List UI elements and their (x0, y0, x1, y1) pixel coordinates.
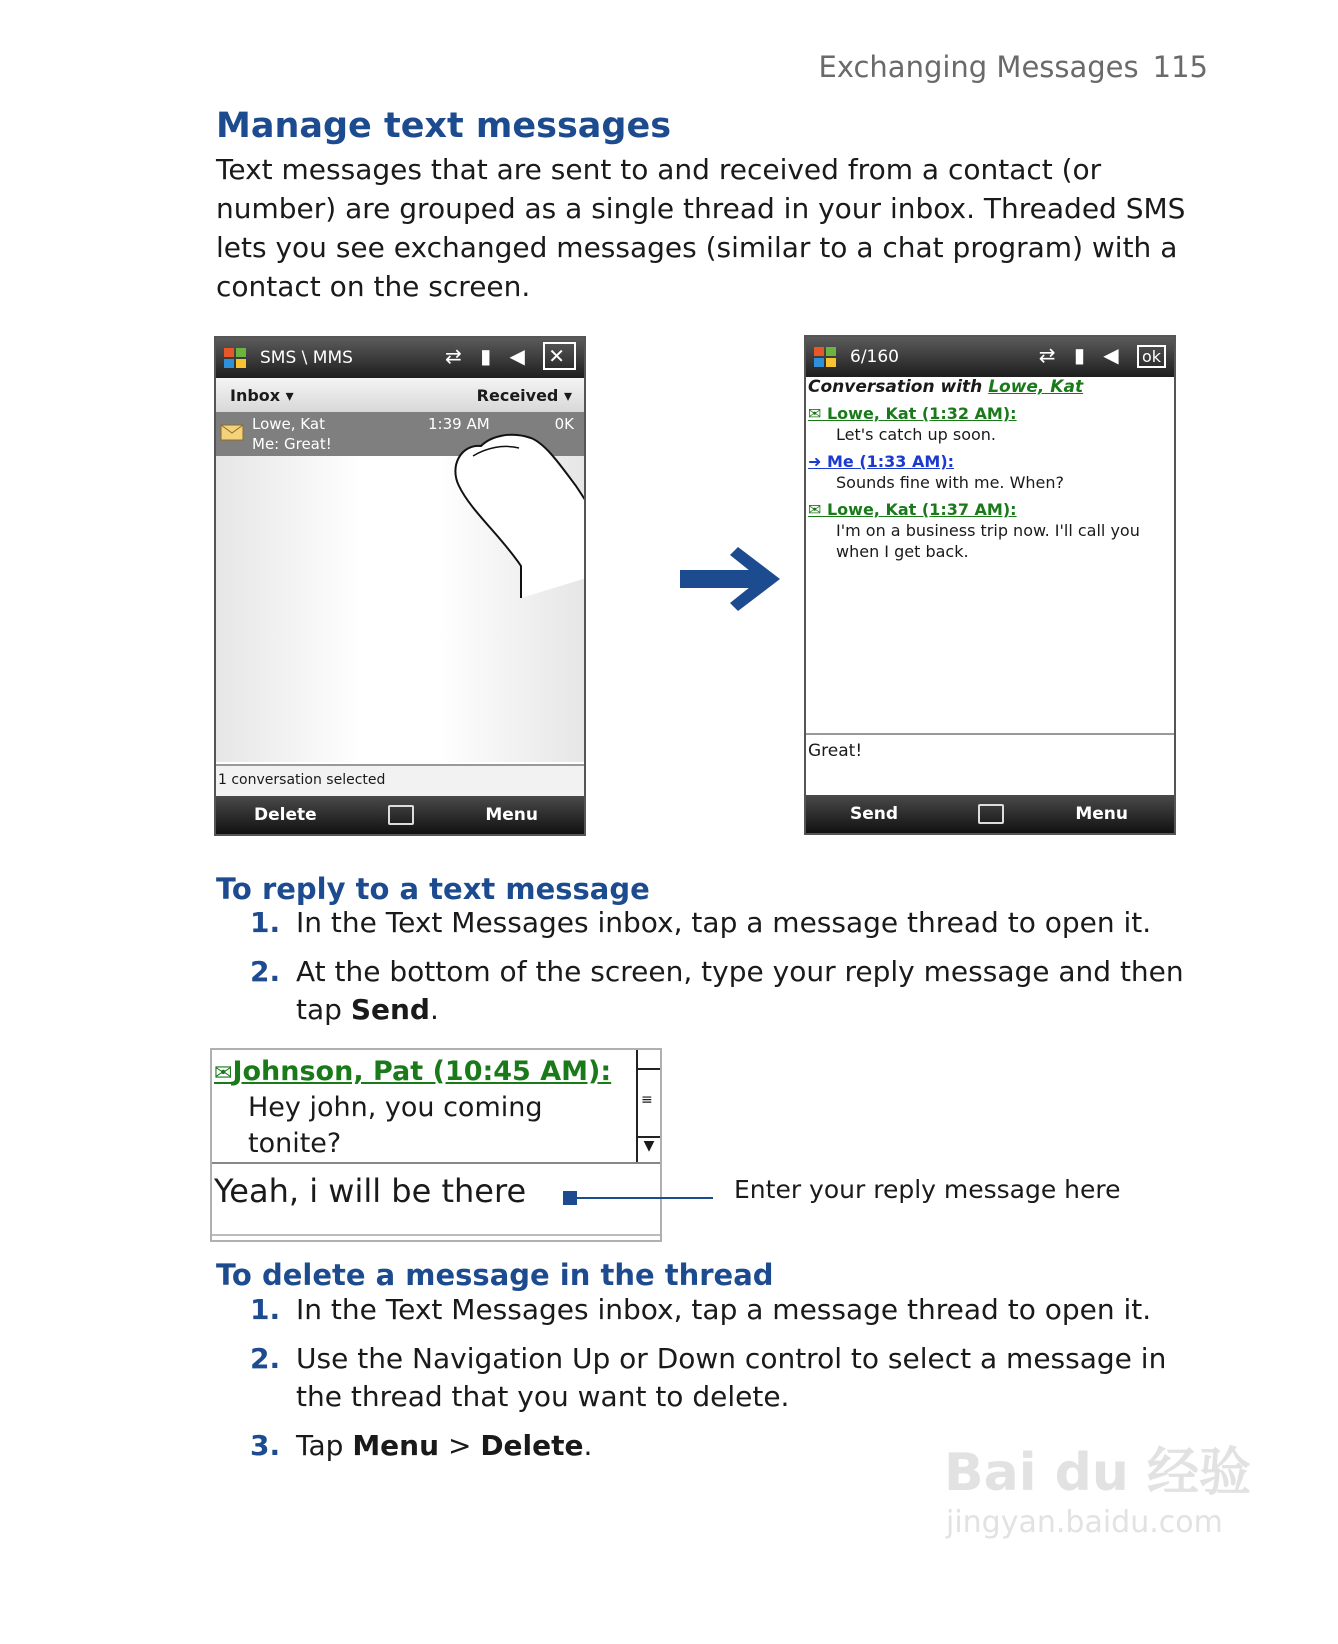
right-arrow-icon (680, 545, 785, 615)
page-title: Manage text messages (216, 106, 672, 146)
keyboard-icon[interactable] (978, 804, 1004, 824)
message-list (808, 403, 1168, 562)
folder-dropdown[interactable]: Inbox ▾ (230, 386, 294, 405)
status-icons: ⇄ ▮ ◀ ok (1039, 343, 1166, 367)
delete-heading: To delete a message in the thread (216, 1258, 774, 1292)
finger-tap-illustration (451, 426, 586, 598)
message-text: Hey john, you coming tonite? (248, 1092, 543, 1159)
title-bar (806, 337, 1174, 377)
scroll-down-icon[interactable]: ▼ (638, 1136, 660, 1162)
status-text: 1 conversation selected (218, 772, 386, 788)
scrollbar[interactable] (636, 1050, 660, 1162)
sender-link[interactable]: ✉ Lowe, Kat (1:37 AM): (808, 500, 1017, 519)
message-text: Sounds fine with me. When? (836, 473, 1065, 492)
watermark-brand: Bai du 经验 (944, 1443, 1251, 1503)
sort-dropdown[interactable]: Received ▾ (476, 386, 572, 405)
keyboard-icon[interactable] (388, 805, 414, 825)
typed-text: Yeah, i will be there (214, 1172, 527, 1210)
inbox-screenshot (214, 336, 586, 836)
delete-soft-key[interactable]: Delete (254, 805, 317, 825)
sender-link[interactable]: ✉Johnson, Pat (10:45 AM): (214, 1056, 612, 1087)
delete-step-2: 2. Use the Navigation Up or Down control to select a message in the thread that you want to delete. (250, 1342, 1167, 1413)
menu-soft-key[interactable]: Menu (1075, 804, 1128, 824)
windows-logo-icon (812, 344, 838, 370)
volume-icon: ◀ (1103, 343, 1125, 367)
watermark (944, 1430, 1251, 1540)
reply-step-1: 1. In the Text Messages inbox, tap a message thread to open it. (250, 906, 1152, 939)
delete-step-3: 3. Tap Menu > Delete. (250, 1429, 593, 1462)
conversation-screenshot (804, 335, 1176, 835)
send-soft-key[interactable]: Send (850, 804, 899, 824)
running-header (819, 50, 1209, 84)
windows-logo-icon (222, 345, 248, 371)
ok-button[interactable]: ok (1137, 345, 1166, 368)
reply-example-box (210, 1048, 662, 1242)
reply-input[interactable]: Great! (806, 733, 1174, 795)
signal-icon: ▮ (480, 344, 498, 368)
conversation-heading: Conversation with Lowe, Kat (808, 377, 1084, 397)
intro-paragraph: Text messages that are sent to and received from a contact (or number) are grouped as a single thread in your inbox. Threaded SMS lets you see exchanged messages (similar to a chat program) with a contact on the screen. (216, 153, 1186, 303)
soft-key-bar (806, 795, 1174, 833)
list-header (216, 378, 584, 413)
reply-heading: To reply to a text message (216, 872, 650, 906)
message-item (808, 499, 1168, 562)
callout-line (565, 1197, 713, 1199)
watermark-url: jingyan.baidu.com (946, 1505, 1223, 1540)
sender-link[interactable]: ➜ Me (1:33 AM): (808, 452, 955, 471)
thread-name: Lowe, Kat (252, 415, 325, 433)
page-number: 115 (1152, 50, 1208, 84)
app-title: SMS \ MMS (260, 348, 353, 368)
message-text: I'm on a business trip now. I'll call you when I get back. (836, 521, 1140, 561)
status-bar (216, 764, 584, 796)
thread-time: 1:39 AM (428, 415, 490, 433)
volume-icon: ◀ (509, 344, 531, 368)
reply-input[interactable] (212, 1162, 660, 1236)
section-title: Exchanging Messages (818, 50, 1139, 84)
status-icons: ⇄ ▮ ◀ ✕ (445, 344, 576, 368)
envelope-icon: ✉ (214, 1061, 233, 1086)
signal-icon: ▮ (1073, 343, 1091, 367)
soft-key-bar (216, 796, 584, 834)
thread-size: 0K (554, 415, 574, 433)
title-bar (216, 338, 584, 378)
thread-preview: Me: Great! (252, 435, 332, 453)
delete-step-1: 1. In the Text Messages inbox, tap a message thread to open it. (250, 1293, 1152, 1326)
message-pane (212, 1050, 636, 1162)
menu-soft-key[interactable]: Menu (485, 805, 538, 825)
close-icon[interactable]: ✕ (543, 342, 576, 370)
envelope-icon (220, 420, 244, 442)
sender-link[interactable]: ✉ Lowe, Kat (1:32 AM): (808, 404, 1017, 423)
callout-label: Enter your reply message here (734, 1175, 1121, 1204)
reply-step-2: 2. At the bottom of the screen, type your reply message and then tap Send. (250, 955, 1184, 1026)
message-item (808, 451, 1168, 493)
contact-link[interactable]: Lowe, Kat (988, 377, 1084, 397)
char-counter: 6/160 (850, 347, 899, 367)
message-item (808, 403, 1168, 445)
scroll-thumb[interactable]: ≡ (641, 1092, 653, 1108)
message-text: Let's catch up soon. (836, 425, 996, 444)
